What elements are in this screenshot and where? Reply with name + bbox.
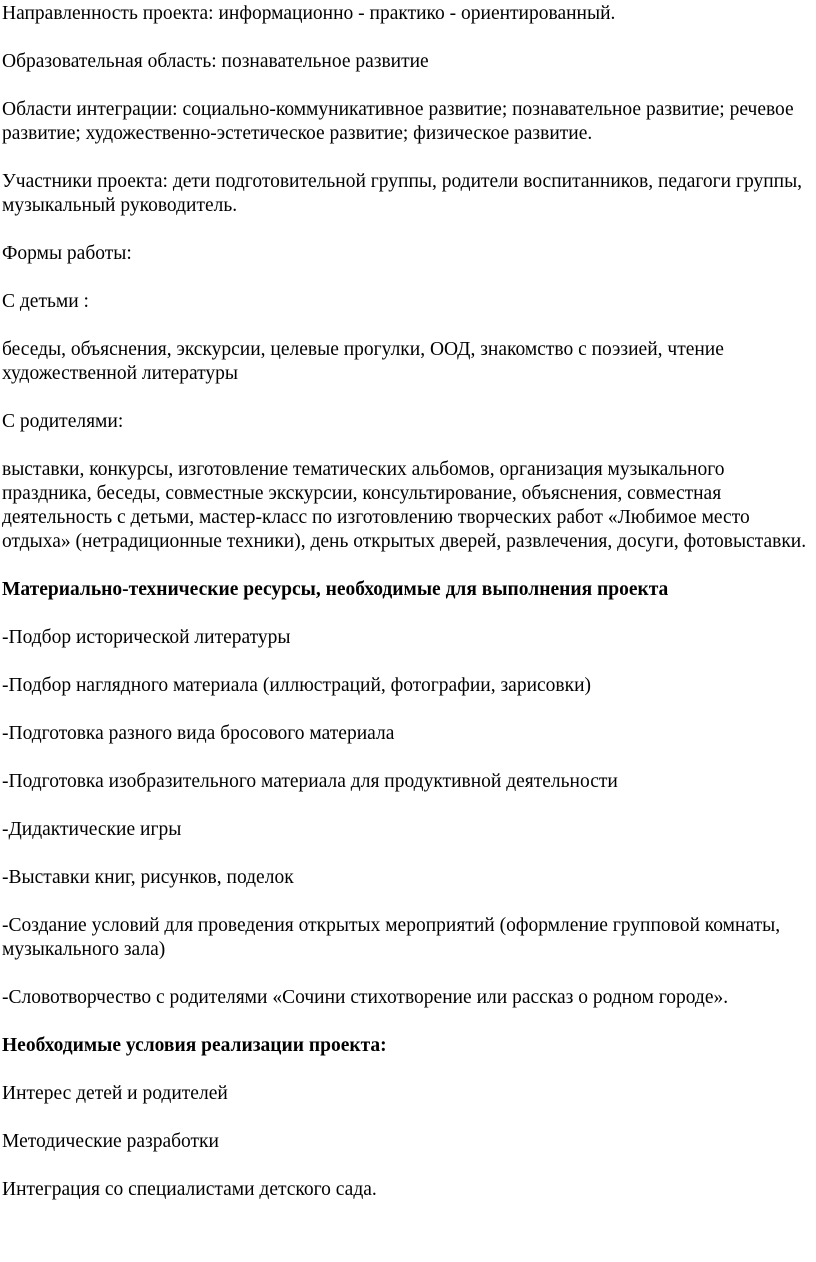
paragraph-project-direction: Направленность проекта: информационно - практико - ориентированный. — [2, 3, 616, 24]
list-item-condition: Интерес детей и родителей — [2, 1083, 228, 1104]
list-item-condition: Методические разработки — [2, 1131, 219, 1152]
list-item-condition: Интеграция со специалистами детского сада. — [2, 1179, 377, 1200]
list-item-resource: -Подготовка разного вида бросового материала — [2, 723, 395, 744]
paragraph-with-parents-label: С родителями: — [2, 411, 124, 432]
document-page — [2, 2, 810, 1226]
heading-material-resources: Материально-технические ресурсы, необходимые для выполнения проекта — [2, 579, 669, 600]
paragraph-educational-area: Образовательная область: познавательное развитие — [2, 51, 429, 72]
heading-implementation-conditions: Необходимые условия реализации проекта: — [2, 1035, 387, 1056]
list-item-resource: -Дидактические игры — [2, 819, 182, 840]
list-item-resource: -Словотворчество с родителями «Сочини стихотворение или рассказ о родном городе». — [2, 987, 729, 1008]
paragraph-project-participants: Участники проекта: дети подготовительной группы, родители воспитанников, педагоги группы, музыкальный руководитель. — [2, 171, 803, 216]
list-item-resource: -Подготовка изобразительного материала для продуктивной деятельности — [2, 771, 618, 792]
list-item-resource: -Подбор исторической литературы — [2, 627, 291, 648]
paragraph-work-forms-heading: Формы работы: — [2, 243, 132, 264]
paragraph-with-parents-forms: выставки, конкурсы, изготовление тематических альбомов, организация музыкального праздника, беседы, совместные экскурсии, консультирование, объяснения, совместная деятельность с детьми, мастер-класс по изготовлению творческих работ «Любимое место отдыха» (нетрадиционные техники), день открытых дверей, развлечения, досуги, фотовыставки. — [2, 459, 807, 552]
paragraph-integration-areas: Области интеграции: социально-коммуникативное развитие; познавательное развитие; речевое развитие; художественно-эстетическое развитие; физическое развитие. — [2, 99, 794, 144]
paragraph-with-children-forms: беседы, объяснения, экскурсии, целевые прогулки, ООД, знакомство с поэзией, чтение художественной литературы — [2, 339, 724, 384]
list-item-resource: -Создание условий для проведения открытых мероприятий (оформление групповой комнаты, музыкального зала) — [2, 915, 781, 960]
paragraph-with-children-label: С детьми : — [2, 291, 89, 312]
list-item-resource: -Выставки книг, рисунков, поделок — [2, 867, 294, 888]
list-item-resource: -Подбор наглядного материала (иллюстраций, фотографии, зарисовки) — [2, 675, 592, 696]
